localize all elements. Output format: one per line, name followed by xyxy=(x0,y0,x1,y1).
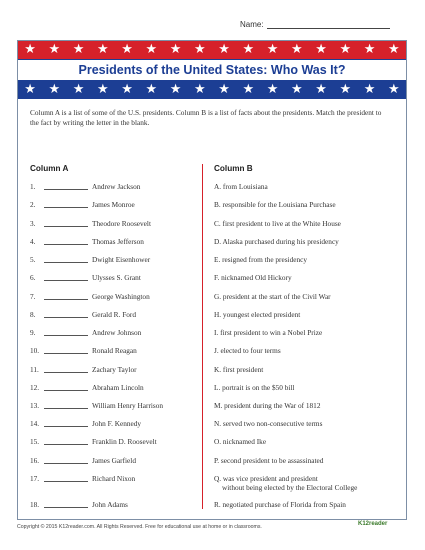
k12reader-logo: K12reader xyxy=(358,521,388,527)
star-icon: ★ xyxy=(242,82,255,97)
fact-text: H. youngest elected president xyxy=(214,310,301,319)
star-icon: ★ xyxy=(24,42,36,57)
president-name: Abraham Lincoln xyxy=(92,383,144,392)
row-number: 1. xyxy=(30,182,36,191)
row-number: 6. xyxy=(30,273,36,282)
fact-text: B. responsible for the Louisiana Purchase xyxy=(214,200,336,209)
star-icon: ★ xyxy=(97,42,109,57)
president-name: Thomas Jefferson xyxy=(92,237,144,246)
star-icon: ★ xyxy=(339,42,352,57)
president-name: Theodore Roosevelt xyxy=(92,219,151,228)
column-a-header: Column A xyxy=(30,164,69,173)
row-number: 3. xyxy=(30,219,36,228)
answer-blank[interactable] xyxy=(44,463,88,464)
answer-blank[interactable] xyxy=(44,507,88,508)
star-icon: ★ xyxy=(315,82,327,97)
fact-text: I. first president to win a Nobel Prize xyxy=(214,328,323,337)
star-icon: ★ xyxy=(121,82,133,97)
star-icon: ★ xyxy=(363,82,376,97)
president-name: James Monroe xyxy=(92,200,135,209)
star-icon: ★ xyxy=(363,42,376,57)
answer-blank[interactable] xyxy=(44,353,88,354)
president-name: John Adams xyxy=(92,500,128,509)
president-name: George Washington xyxy=(92,292,150,301)
star-icon: ★ xyxy=(145,42,158,57)
fact-text: N. served two non-consecutive terms xyxy=(214,419,323,428)
answer-blank[interactable] xyxy=(44,390,88,391)
answer-blank[interactable] xyxy=(44,481,88,482)
star-icon: ★ xyxy=(121,42,133,57)
fact-text xyxy=(214,474,398,492)
fact-text: R. negotiated purchase of Florida from Spain xyxy=(214,500,346,509)
name-field[interactable] xyxy=(240,20,390,29)
president-name: Andrew Jackson xyxy=(92,182,141,191)
star-icon: ★ xyxy=(242,42,255,57)
fact-text: L. portrait is on the $50 bill xyxy=(214,383,295,392)
star-icon: ★ xyxy=(97,82,109,97)
star-icon: ★ xyxy=(291,42,303,57)
star-icon: ★ xyxy=(266,42,279,57)
fact-text: G. president at the start of the Civil War xyxy=(214,292,331,301)
star-icon: ★ xyxy=(266,82,279,97)
fact-text: C. first president to live at the White House xyxy=(214,219,341,228)
star-icon: ★ xyxy=(24,82,36,97)
star-icon: ★ xyxy=(72,42,85,57)
answer-blank[interactable] xyxy=(44,299,88,300)
row-number: 4. xyxy=(30,237,36,246)
fact-line-continued: without being elected by the Electoral College xyxy=(222,483,358,492)
star-icon: ★ xyxy=(169,82,182,97)
name-label: Name: xyxy=(240,20,264,29)
star-icon: ★ xyxy=(218,82,230,97)
answer-blank[interactable] xyxy=(44,426,88,427)
star-icon: ★ xyxy=(72,82,85,97)
row-number: 14. xyxy=(30,419,40,428)
row-number: 15. xyxy=(30,437,40,446)
page-title: Presidents of the United States: Who Was It? xyxy=(18,59,406,81)
president-name: Andrew Johnson xyxy=(92,328,142,337)
fact-text: E. resigned from the presidency xyxy=(214,255,308,264)
column-b-header: Column B xyxy=(214,164,253,173)
star-icon: ★ xyxy=(388,82,400,97)
star-icon: ★ xyxy=(48,82,61,97)
star-icon: ★ xyxy=(194,42,206,57)
row-number: 10. xyxy=(30,346,40,355)
red-star-band xyxy=(18,41,406,59)
answer-blank[interactable] xyxy=(44,444,88,445)
president-name: Zachary Taylor xyxy=(92,365,137,374)
row-number: 12. xyxy=(30,383,40,392)
answer-blank[interactable] xyxy=(44,317,88,318)
row-number: 9. xyxy=(30,328,36,337)
fact-text: P. second president to be assassinated xyxy=(214,456,324,465)
row-number: 13. xyxy=(30,401,40,410)
president-name: Franklin D. Roosevelt xyxy=(92,437,157,446)
star-icon: ★ xyxy=(291,82,303,97)
row-number: 18. xyxy=(30,500,40,509)
star-icon: ★ xyxy=(194,82,206,97)
president-name: Ronald Reagan xyxy=(92,346,137,355)
answer-blank[interactable] xyxy=(44,372,88,373)
fact-text: A. from Louisiana xyxy=(214,182,268,191)
president-name: Ulysses S. Grant xyxy=(92,273,141,282)
column-divider xyxy=(202,164,203,509)
copyright-footer: Copyright © 2015 K12reader.com. All Rights Reserved. Free for educational use at home or in classrooms. xyxy=(17,524,262,530)
fact-text: M. president during the War of 1812 xyxy=(214,401,321,410)
row-number: 16. xyxy=(30,456,40,465)
answer-blank[interactable] xyxy=(44,262,88,263)
instructions: Column A is a list of some of the U.S. presidents. Column B is a list of facts about the presidents. Match the president to the fact by writing the letter in the blank. xyxy=(30,108,382,127)
answer-blank[interactable] xyxy=(44,244,88,245)
blue-star-band xyxy=(18,81,406,99)
answer-blank[interactable] xyxy=(44,335,88,336)
fact-line: Q. was vice president and president xyxy=(214,474,318,483)
row-number: 7. xyxy=(30,292,36,301)
worksheet-frame xyxy=(17,40,407,520)
president-name: Gerald R. Ford xyxy=(92,310,136,319)
president-name: Richard Nixon xyxy=(92,474,136,483)
president-name: William Henry Harrison xyxy=(92,401,164,410)
star-icon: ★ xyxy=(315,42,327,57)
answer-blank[interactable] xyxy=(44,207,88,208)
answer-blank[interactable] xyxy=(44,189,88,190)
fact-text: F. nicknamed Old Hickory xyxy=(214,273,292,282)
star-icon: ★ xyxy=(218,42,230,57)
president-name: James Garfield xyxy=(92,456,136,465)
president-name: Dwight Eisenhower xyxy=(92,255,151,264)
star-icon: ★ xyxy=(388,42,400,57)
row-number: 5. xyxy=(30,255,36,264)
star-icon: ★ xyxy=(169,42,182,57)
row-number: 2. xyxy=(30,200,36,209)
row-number: 11. xyxy=(30,365,39,374)
star-icon: ★ xyxy=(339,82,352,97)
fact-text: K. first president xyxy=(214,365,264,374)
star-icon: ★ xyxy=(48,42,61,57)
fact-text: D. Alaska purchased during his presidency xyxy=(214,237,339,246)
answer-blank[interactable] xyxy=(44,226,88,227)
fact-text: J. elected to four terms xyxy=(214,346,281,355)
fact-text: O. nicknamed Ike xyxy=(214,437,267,446)
name-line[interactable] xyxy=(267,20,390,29)
president-name: John F. Kennedy xyxy=(92,419,142,428)
star-icon: ★ xyxy=(145,82,158,97)
answer-blank[interactable] xyxy=(44,280,88,281)
row-number: 8. xyxy=(30,310,36,319)
row-number: 17. xyxy=(30,474,40,483)
answer-blank[interactable] xyxy=(44,408,88,409)
